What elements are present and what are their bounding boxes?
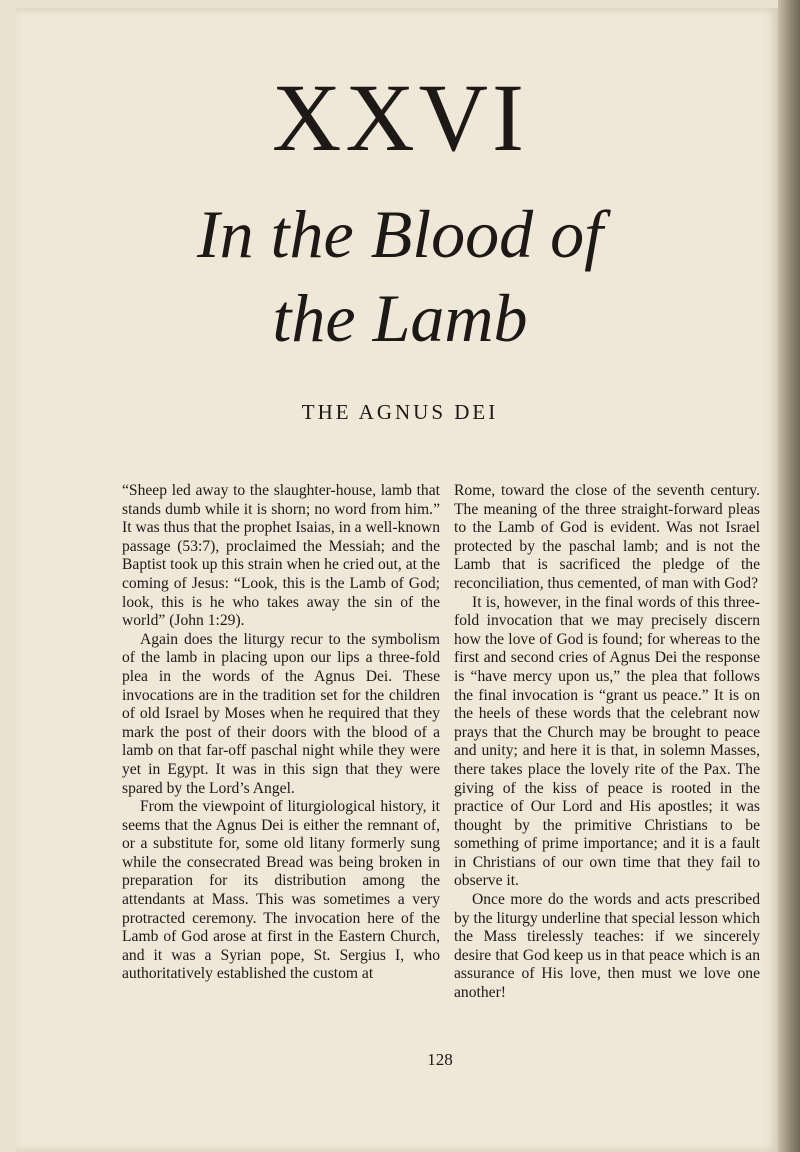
paragraph: From the viewpoint of liturgiological history, it seems that the Agnus Dei is either the remnant of, or a substitute for, some old litany formerly sung while the consecrated Bread was being broken in preparation for its distribution among the attendants at Mass. This was sometimes a very protracted ceremony. The invocation here of the Lamb of God arose at first in the Eastern Church, and it was a Syrian pope, St. Sergius I, who authoritatively established the custom at bbox=[122, 798, 440, 983]
paragraph: Once more do the words and acts prescribed by the liturgy underline that special lesson which the Mass tirelessly teaches: if we sincerely desire that God keep us in that peace which is an assurance of His love, then must we love one another! bbox=[454, 891, 760, 1002]
book-spine bbox=[778, 0, 800, 1152]
chapter-title-line-2: the Lamb bbox=[272, 280, 528, 356]
paragraph: “Sheep led away to the slaughter-house, lamb that stands dumb while it is shorn; no word from him.” It was thus that the prophet Isaias, in a well-known passage (53:7), proclaimed the Messiah; and the Baptist took up this strain when he cried out, at the coming of Jesus: “Look, this is the Lamb of God; look, this is he who takes away the sin of the world” (John 1:29). bbox=[122, 482, 440, 630]
page-number: 128 bbox=[427, 1050, 453, 1069]
paragraph: Rome, toward the close of the seventh century. The meaning of the three straight-forward pleas to the Lamb of God is evident. Was not Israel protected by the paschal lamb; and is not the Lamb that is sacrificed the pledge of the reconciliation, thus cemented, of man with God? bbox=[454, 482, 760, 592]
paragraph: It is, however, in the final words of this three-fold invocation that we may precisely discern how the love of God is found; for whereas to the first and second cries of Agnus Dei the response is “have mercy upon us,” the plea that follows the final invocation is “grant us peace.” It is on the heels of these words that the celebrant now prays that the Church may be brought to peace and unity; and here it is that, in solemn Masses, there takes place the lovely rite of the Pax. The giving of the kiss of peace is rooted in the practice of Our Lord and His apostles; it was thought by the primitive Christians to be something of prime importance; and it is a fault in Christians of our own time that they fail to observe it. bbox=[454, 593, 760, 890]
right-text-column bbox=[454, 482, 760, 1003]
chapter-title-line-1: In the Blood of bbox=[196, 196, 604, 272]
chapter-number: XXVI bbox=[272, 64, 528, 171]
paragraph: Again does the liturgy recur to the symbolism of the lamb in placing upon our lips a three-fold plea in the words of the Agnus Dei. These invocations are in the tradition set for the children of old Israel by Moses when he required that they mark the post of their doors with the blood of a lamb on that far-off paschal night while they were yet in Egypt. It was in this sign that they were spared by the Lord’s Angel. bbox=[122, 630, 440, 797]
chapter-title bbox=[0, 192, 800, 360]
left-text-column bbox=[122, 482, 440, 984]
chapter-subtitle: THE AGNUS DEI bbox=[301, 400, 499, 424]
